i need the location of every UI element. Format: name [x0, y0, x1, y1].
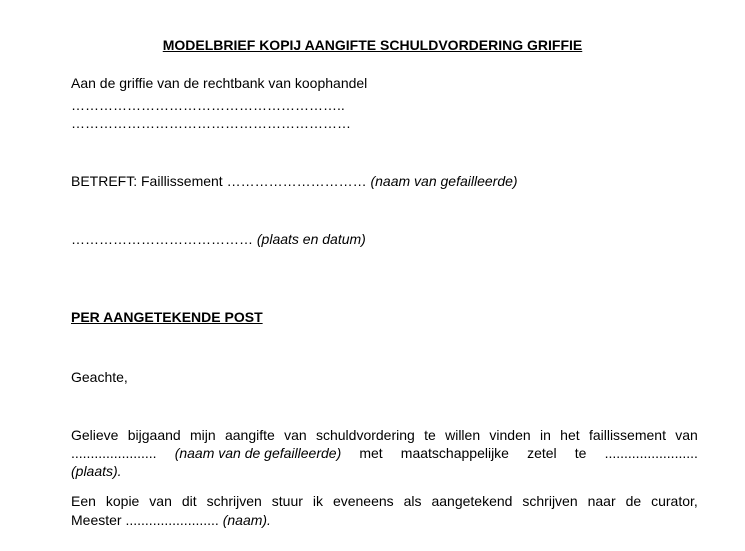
- para1-line2-word: met: [359, 445, 383, 461]
- address-dots-2: ……………………………………………………: [71, 115, 351, 131]
- para1-line1-word: schuldvordering: [315, 427, 415, 443]
- para1-line1-word: bijgaand: [127, 427, 181, 443]
- para2-line1-word: als: [403, 493, 422, 509]
- para2-line1-word: schrijven: [206, 493, 262, 509]
- para1-line1-word: het: [560, 427, 580, 443]
- betreft-line: [71, 172, 518, 190]
- para2-line1-word: stuur: [271, 493, 303, 509]
- address-dots-1: …………………………………………………..: [71, 97, 345, 113]
- para2-line1-word: ik: [312, 493, 323, 509]
- betreft-label: BETREFT: Faillissement …………………………: [71, 173, 371, 189]
- para1-line2: [71, 444, 698, 462]
- para1-line1-word: Gelieve: [71, 427, 119, 443]
- para2-line2: [71, 511, 271, 529]
- para1-line1-word: van: [675, 427, 698, 443]
- betreft-hint: (naam van gefailleerde): [370, 173, 518, 189]
- para2-line1-word: naar: [587, 493, 616, 509]
- place-dots: …………………………………: [71, 231, 257, 247]
- para1-line3: [71, 462, 122, 480]
- per-post-heading: PER AANGETEKENDE POST: [71, 309, 263, 325]
- para1-line1-word: te: [424, 427, 436, 443]
- para2-line1-word: kopie: [105, 493, 140, 509]
- para1-line1-word: willen: [445, 427, 481, 443]
- document-title: MODELBRIEF KOPIJ AANGIFTE SCHULDVORDERING GRIFFIE: [162, 37, 583, 53]
- para1-line2-word: te: [574, 445, 587, 461]
- para1-line1-word: faillissement: [588, 427, 666, 443]
- para2-line1-word: curator,: [651, 493, 698, 509]
- para1-line1-word: aangifte: [224, 427, 275, 443]
- para2-line1: [71, 492, 698, 510]
- para1-line1-word: vinden: [489, 427, 531, 443]
- para2-line1-word: van: [149, 493, 172, 509]
- para1-dots-a: ......................: [71, 445, 157, 461]
- place-hint: (plaats en datum): [256, 231, 366, 247]
- para1-line1: [71, 426, 698, 444]
- para1-line2-word: maatschappelijke: [400, 445, 509, 461]
- para1-dots-end: ........................: [604, 445, 698, 461]
- para2-line1-word: schrijven: [522, 493, 578, 509]
- para2-line1-word: de: [625, 493, 642, 509]
- para1-hint: (naam van de gefailleerde): [174, 445, 342, 461]
- para1-line1-word: in: [539, 427, 551, 443]
- para2-line1-word: dit: [181, 493, 197, 509]
- para1-line1-word: mijn: [190, 427, 216, 443]
- address-line: Aan de griffie van de rechtbank van koophandel: [71, 75, 368, 91]
- para2-line1-word: eveneens: [332, 493, 394, 509]
- para1-line2-word: zetel: [527, 445, 557, 461]
- para1-place-hint: (plaats).: [71, 463, 122, 479]
- salutation: Geachte,: [71, 369, 128, 385]
- para2-meester: Meester ........................: [71, 512, 223, 528]
- place-date-line: [71, 230, 366, 248]
- para2-line1-word: Een: [71, 493, 96, 509]
- para2-line1-word: aangetekend: [431, 493, 513, 509]
- para1-line1-word: van: [284, 427, 307, 443]
- para2-hint: (naam).: [222, 512, 271, 528]
